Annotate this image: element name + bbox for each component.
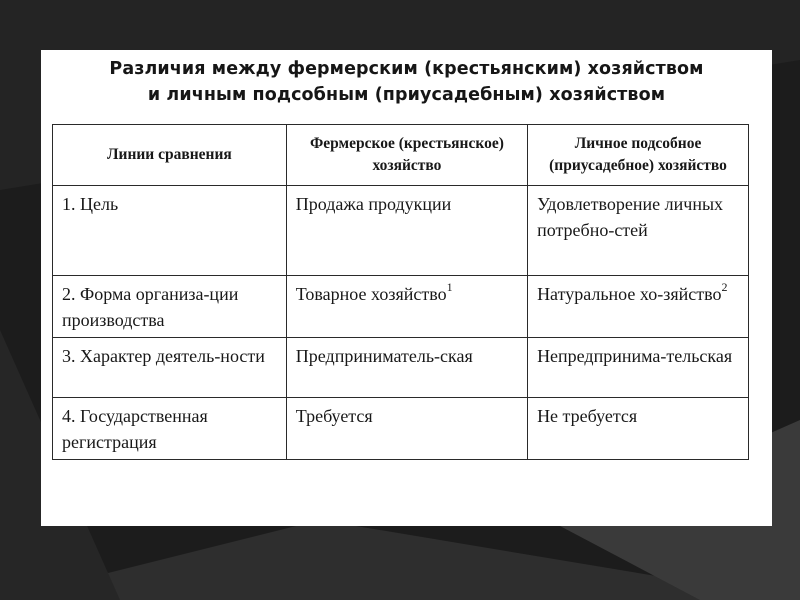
table-row bbox=[53, 186, 749, 276]
title-line-2: и личным подсобным (приусадебным) хозяйством bbox=[147, 85, 666, 105]
slide-title bbox=[41, 56, 772, 108]
slide-content bbox=[41, 50, 772, 526]
cell-personal bbox=[528, 276, 749, 338]
cell-farm: Продажа продукции bbox=[286, 186, 527, 276]
header-criteria: Линии сравнения bbox=[53, 125, 287, 186]
cell-criterion: 3. Характер деятель-ности bbox=[53, 338, 287, 398]
cell-farm: Предприниматель-ская bbox=[286, 338, 527, 398]
cell-criterion: 4. Государственная регистрация bbox=[53, 398, 287, 460]
cell-personal: Удовлетворение личных потребно-стей bbox=[528, 186, 749, 276]
table-header-row bbox=[53, 125, 749, 186]
header-personal: Личное подсобное (приусадебное) хозяйство bbox=[528, 125, 749, 186]
table-row bbox=[53, 338, 749, 398]
table-row bbox=[53, 398, 749, 460]
cell-criterion: 1. Цель bbox=[53, 186, 287, 276]
cell-farm-text: Товарное хозяйство bbox=[295, 284, 447, 304]
footnote-marker: 1 bbox=[446, 280, 453, 294]
cell-farm: Требуется bbox=[286, 398, 527, 460]
table-row bbox=[53, 276, 749, 338]
header-farm: Фермерское (крестьянское) хозяйство bbox=[286, 125, 527, 186]
comparison-table bbox=[52, 124, 749, 460]
footnote-marker: 2 bbox=[721, 280, 728, 294]
cell-farm bbox=[286, 276, 527, 338]
cell-criterion: 2. Форма организа-ции производства bbox=[53, 276, 287, 338]
cell-personal-text: Натуральное хо-зяйство bbox=[537, 284, 722, 304]
title-line-1: Различия между фермерским (крестьянским) хозяйством bbox=[109, 59, 704, 79]
cell-personal: Непредпринима-тельская bbox=[528, 338, 749, 398]
cell-personal: Не требуется bbox=[528, 398, 749, 460]
